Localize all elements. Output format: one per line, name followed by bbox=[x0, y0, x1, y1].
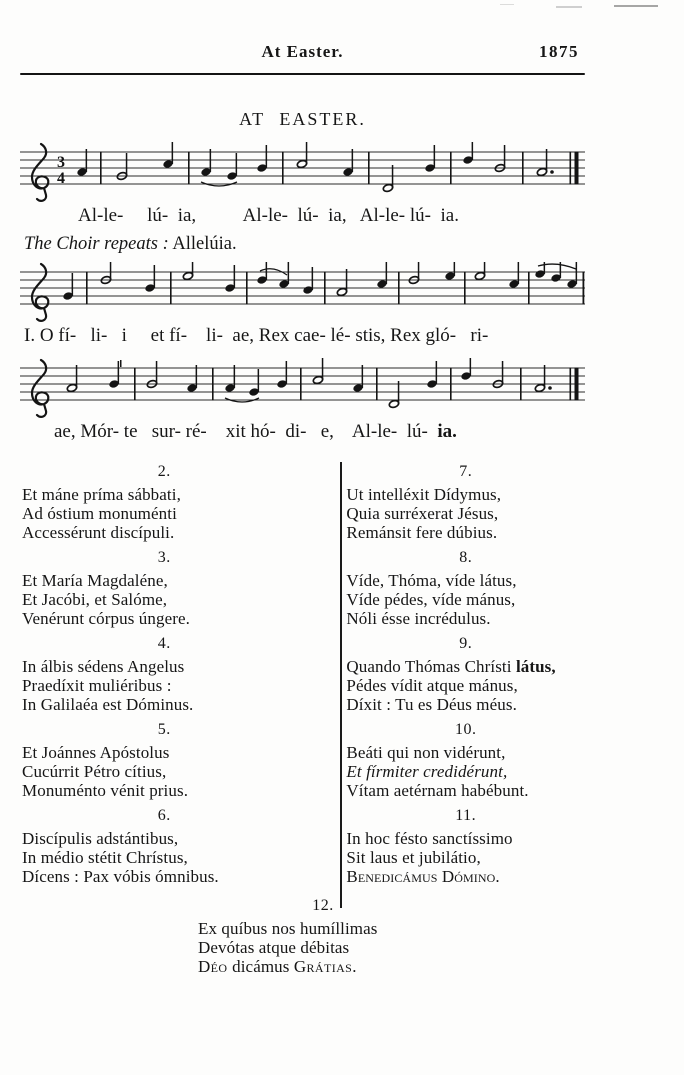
verse-line: Sit laus et jubilátio, bbox=[346, 848, 481, 867]
verse-7 bbox=[346, 462, 585, 542]
lyrics-line-verse1a: I. O fí- li- i et fí- li- ae, Rex cae- lé- stis, Rex gló- ri- bbox=[24, 325, 489, 346]
verse-line: Praedíxit muliéribus : bbox=[22, 676, 172, 695]
music-staff-alleluia bbox=[20, 142, 585, 204]
verse-number: 2. bbox=[157, 463, 171, 480]
verse-5 bbox=[22, 720, 306, 800]
verse-line: In Galilaéa est Dóminus. bbox=[22, 695, 194, 714]
verse-line: Vítam aetérnam habébunt. bbox=[346, 781, 529, 800]
verses-left-column bbox=[20, 458, 306, 892]
verse-line-smallcaps: Grátias. bbox=[293, 957, 357, 976]
verse-line: In médio stétit Chrístus, bbox=[22, 848, 188, 867]
verse-line-text: dicámus bbox=[232, 957, 294, 976]
verse-line: Díxit : Tu es Déus méus. bbox=[346, 695, 517, 714]
verse-line: Accessérunt discípuli. bbox=[22, 523, 175, 542]
verse-line: Remánsit fere dúbius. bbox=[346, 523, 498, 542]
header-rule bbox=[20, 73, 585, 75]
verse-number: 6. bbox=[157, 807, 171, 824]
verse-line: Ex quíbus nos humíllimas bbox=[198, 919, 378, 938]
choir-direction-roman: Allelúia. bbox=[168, 234, 237, 254]
verse-line bbox=[346, 657, 585, 676]
verse-line: Nóli ésse incrédulus. bbox=[346, 609, 491, 628]
verse-12 bbox=[198, 896, 448, 976]
verse-line: Víde pédes, víde mánus, bbox=[346, 590, 516, 609]
verse-number: 12. bbox=[312, 897, 334, 914]
breath-mark bbox=[120, 360, 122, 367]
page-number: 1875 bbox=[539, 42, 579, 61]
running-head-title: At Easter. bbox=[261, 42, 344, 61]
verse-line: Et Joánnes Apóstolus bbox=[22, 743, 170, 762]
verse-line-smallcaps: Benedicámus Dómino. bbox=[346, 867, 500, 886]
verse-line-text-bold: látus, bbox=[515, 657, 556, 676]
lyrics-line-verse1b bbox=[54, 420, 585, 444]
verse-4 bbox=[22, 634, 306, 714]
verse-line bbox=[198, 957, 448, 976]
verses-right-column bbox=[346, 458, 585, 892]
scan-artifact bbox=[556, 6, 582, 8]
treble-clef-icon bbox=[32, 360, 48, 417]
scan-artifact bbox=[500, 4, 514, 5]
verse-line: Monuménto vénit prius. bbox=[22, 781, 189, 800]
verse-11 bbox=[346, 806, 585, 886]
verse-number: 10. bbox=[454, 721, 477, 738]
verse-6 bbox=[22, 806, 306, 886]
verse-number: 4. bbox=[157, 635, 171, 652]
column-divider bbox=[340, 462, 342, 908]
verse-line: Et máne príma sábbati, bbox=[22, 485, 181, 504]
lyrics-text-bold: ia. bbox=[437, 421, 457, 442]
verse-line: Pédes vídit atque mánus, bbox=[346, 676, 518, 695]
verse-line: In álbis sédens Angelus bbox=[22, 657, 185, 676]
time-signature-top: 3 bbox=[57, 154, 65, 171]
verses-section bbox=[20, 458, 585, 976]
hymn-title: AT EASTER. bbox=[239, 109, 366, 129]
verse-number: 11. bbox=[455, 807, 477, 824]
verse-line: In hoc fésto sanctíssimo bbox=[346, 829, 513, 848]
verse-line: Ut intelléxit Dídymus, bbox=[346, 485, 502, 504]
verse-line-italic: Et fírmiter credidérunt, bbox=[346, 762, 508, 781]
verse-line: Venérunt córpus úngere. bbox=[22, 609, 190, 628]
time-signature-bottom: 4 bbox=[57, 170, 65, 187]
treble-clef-icon bbox=[32, 264, 48, 321]
verse-line: Discípulis adstántibus, bbox=[22, 829, 179, 848]
treble-clef-icon bbox=[32, 144, 48, 201]
choir-direction-italic: The Choir repeats : bbox=[24, 234, 169, 254]
verse-8 bbox=[346, 548, 585, 628]
verse-3 bbox=[22, 548, 306, 628]
music-staff-verse-line1 bbox=[20, 262, 585, 324]
verse-line: Devótas atque débitas bbox=[198, 938, 350, 957]
verse-2 bbox=[22, 462, 306, 542]
verse-9 bbox=[346, 634, 585, 714]
verse-line: Beáti qui non vidérunt, bbox=[346, 743, 506, 762]
verse-line: Víde, Thóma, víde látus, bbox=[346, 571, 517, 590]
verse-line-text: Quando Thómas Chrísti bbox=[346, 657, 516, 676]
verse-line: Et Jacóbi, et Salóme, bbox=[22, 590, 168, 609]
verse-line: Dícens : Pax vóbis ómnibus. bbox=[22, 867, 219, 886]
lyrics-text: ae, Mór- te sur- ré- xit hó- di- e, Al-le- lú- bbox=[54, 421, 438, 442]
lyrics-line-alleluia: Al-le- lú- ia, Al-le- lú- ia, Al-le- lú- ia. bbox=[78, 205, 459, 226]
music-staff-verse-line2 bbox=[20, 358, 585, 420]
verse-number: 5. bbox=[157, 721, 171, 738]
verse-number: 3. bbox=[157, 549, 171, 566]
verse-number: 9. bbox=[459, 635, 473, 652]
choir-direction bbox=[24, 232, 585, 256]
verse-10 bbox=[346, 720, 585, 800]
verse-line-smallcaps: Déo bbox=[198, 957, 233, 976]
verse-line: Ad óstium monuménti bbox=[22, 504, 177, 523]
verse-line: Quia surréxerat Jésus, bbox=[346, 504, 499, 523]
scan-artifact bbox=[614, 5, 658, 7]
verse-number: 7. bbox=[459, 463, 473, 480]
verse-line: Et María Magdaléne, bbox=[22, 571, 168, 590]
verse-line: Cucúrrit Pétro cítius, bbox=[22, 762, 167, 781]
verse-number: 8. bbox=[459, 549, 473, 566]
running-header bbox=[20, 42, 585, 64]
